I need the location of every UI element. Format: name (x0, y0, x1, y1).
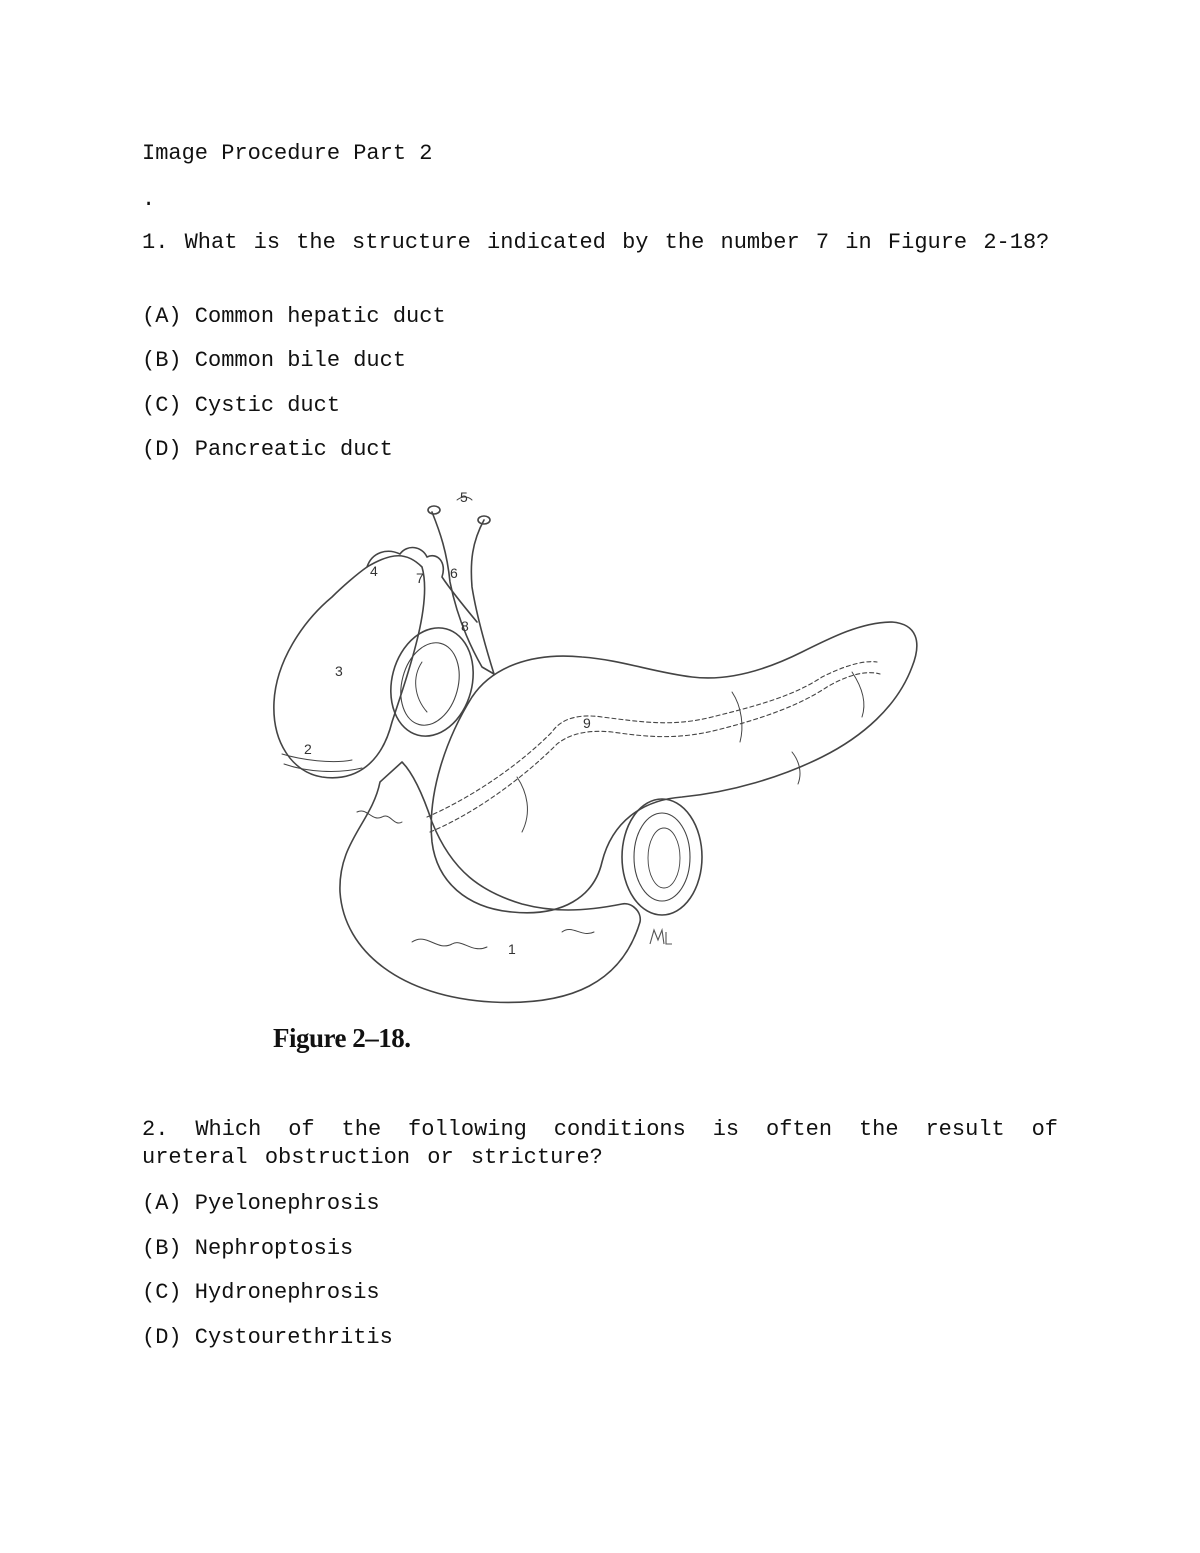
anatomy-figure (262, 492, 930, 1012)
gallbladder-outline (274, 556, 425, 778)
figure-label-6: 6 (450, 565, 458, 581)
figure-label-2: 2 (304, 741, 312, 757)
question-2-option-a: (A) Pyelonephrosis (142, 1191, 380, 1216)
question-2-option-c: (C) Hydronephrosis (142, 1280, 380, 1305)
figure-label-5: 5 (460, 492, 468, 505)
illustrator-signature-mark (650, 930, 672, 944)
figure-label-4: 4 (370, 563, 378, 579)
question-1-option-c: (C) Cystic duct (142, 393, 341, 418)
document-title: Image Procedure Part 2 (142, 141, 433, 166)
duodenum-outline (340, 762, 640, 1002)
bullet-mark: . (142, 187, 156, 212)
question-1-option-d: (D) Pancreatic duct (142, 437, 393, 462)
figure-caption: Figure 2–18. (273, 1023, 411, 1053)
question-1-text: 1. What is the structure indicated by the number 7 in Figure 2-18? (142, 230, 1050, 255)
cut-vessel-upper (379, 619, 485, 746)
figure-label-9: 9 (583, 715, 591, 731)
question-2-text: 2. Which of the following conditions is often the result of ureteral obstruction or stricture? (142, 1117, 1058, 1170)
figure-label-8: 8 (461, 618, 469, 634)
question-1-option-a: (A) Common hepatic duct (142, 304, 446, 329)
figure-label-3: 3 (335, 663, 343, 679)
figure-label-1: 1 (508, 941, 516, 957)
question-2-option-d: (D) Cystourethritis (142, 1325, 393, 1350)
pancreatic-duct-dashed (427, 662, 877, 817)
pancreas-outline (431, 622, 917, 913)
hepatic-duct-outline (432, 512, 494, 674)
question-2-option-b: (B) Nephroptosis (142, 1236, 354, 1261)
question-1-option-b: (B) Common bile duct (142, 348, 407, 373)
figure-label-7: 7 (416, 570, 424, 586)
pancreas-duodenum-drawing (262, 492, 930, 1012)
